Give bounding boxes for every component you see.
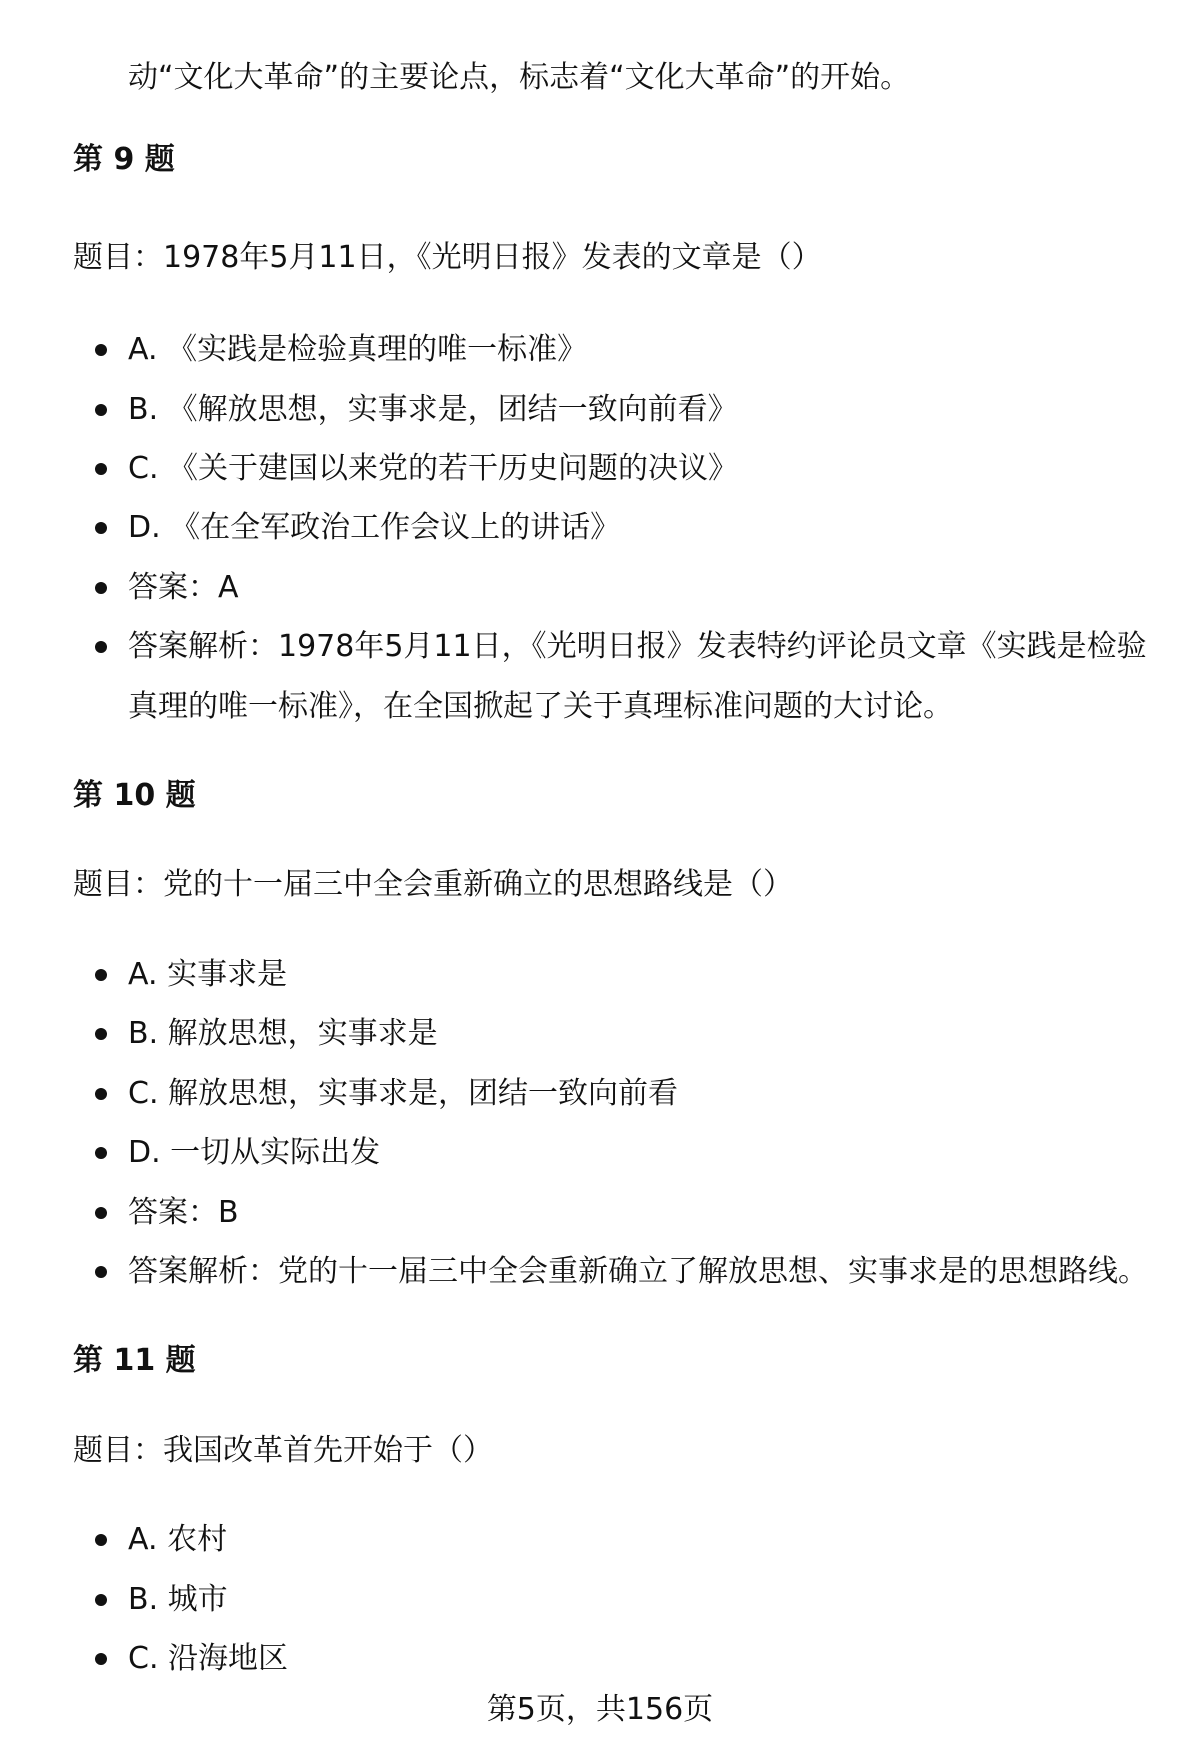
intro-continuation: 动“文化大革命”的主要论点，标志着“文化大革命”的开始。 (128, 60, 911, 95)
bullet-icon (95, 404, 107, 416)
bullet-icon (95, 463, 107, 475)
question-11-heading: 第 11 题 (73, 1343, 196, 1378)
document-page: 动“文化大革命”的主要论点，标志着“文化大革命”的开始。 第 9 题 题目：1978年5月11日，《光明日报》发表的文章是（） A. 《实践是检验真理的唯一标准》 B. 《解放思想，实事求是，团结一致向前看》 C. 《关于建国以来党的若干历史问题的决议》 D. 《在全军政治工作会议上的讲话》 答案：A 答案解析：1978年5月11日，《光明日报》发表特约评论员文章《实践是检验 真理的唯一标准》，在全国掀起了关于真理标准问题的大讨论。 第 10 题 题目：党的十一届三中全会重新确立的思想路线是（） A. 实事求是 B. 解放思想，实事求是 C. 解放思想，实事求是，团结一致向前看 D. 一切从实际出发 答案：B 答案解析：党的十一届三中全会重新确立了解放思想、实事求是的思想路线。 第 11 题 题目：我国改革首先开始于（） A. 农村 B. 城市 C. 沿海地区 第5页，共156页 (0, 0, 1200, 1755)
bullet-icon (95, 1653, 107, 1665)
bullet-icon (95, 1594, 107, 1606)
bullet-icon (95, 1028, 107, 1040)
bullet-icon (95, 1147, 107, 1159)
question-9-text: 题目：1978年5月11日，《光明日报》发表的文章是（） (73, 240, 822, 275)
question-9-heading: 第 9 题 (73, 142, 175, 177)
bullet-icon (95, 969, 107, 981)
bullet-icon (95, 641, 107, 653)
bullet-icon (95, 1534, 107, 1546)
bullet-icon (95, 1207, 107, 1219)
bullet-icon (95, 582, 107, 594)
bullet-icon (95, 1266, 107, 1278)
bullet-icon (95, 522, 107, 534)
question-10-heading: 第 10 题 (73, 778, 196, 813)
page-number-footer: 第5页，共156页 (486, 1692, 714, 1727)
bullet-icon (95, 1088, 107, 1100)
question-9-analysis-continuation: 真理的唯一标准》，在全国掀起了关于真理标准问题的大讨论。 (128, 689, 953, 724)
question-10-text: 题目：党的十一届三中全会重新确立的思想路线是（） (73, 867, 793, 902)
bullet-icon (95, 344, 107, 356)
question-11-text: 题目：我国改革首先开始于（） (73, 1433, 493, 1468)
